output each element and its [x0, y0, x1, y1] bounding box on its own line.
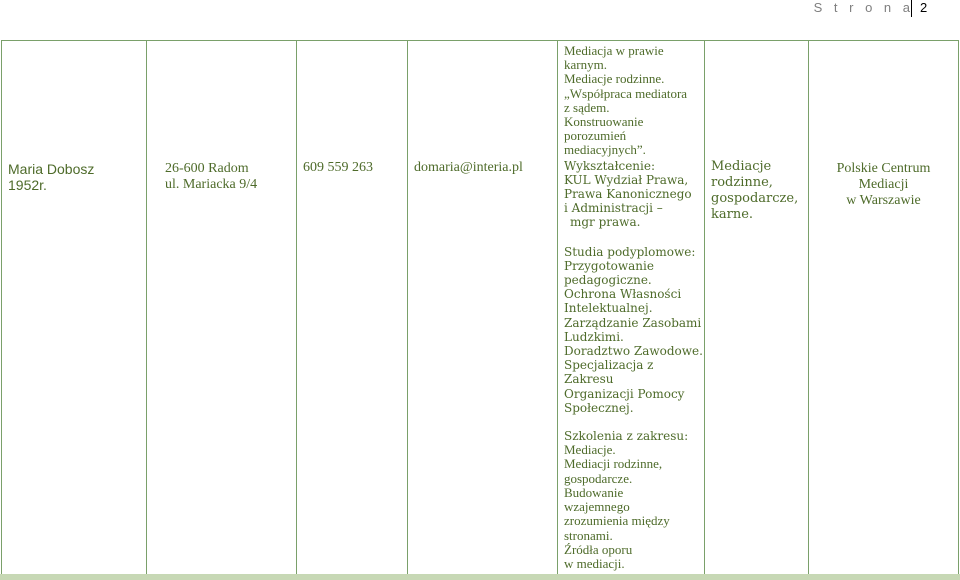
qual-line: KUL Wydział Prawa, — [564, 172, 689, 187]
bottom-border — [0, 574, 960, 580]
postgrad-heading: Studia podyplomowe: — [564, 244, 696, 259]
phone-cell — [297, 41, 408, 575]
qual-line: Intelektualnej. — [564, 301, 653, 316]
education-heading: Wykształcenie: — [564, 158, 656, 173]
page-header — [813, 0, 928, 18]
org-line: w Warszawie — [846, 193, 921, 208]
name-cell — [2, 41, 147, 575]
phone-number: 609 559 263 — [303, 160, 373, 175]
qual-line: Prawa Kanonicznego — [564, 187, 692, 202]
page-label: S t r o n a — [813, 0, 914, 15]
qual-line: Mediacje rodzinne. — [564, 71, 665, 87]
org-line: Polskie Centrum — [836, 161, 931, 176]
qual-line: Ludzkimi. — [564, 329, 624, 344]
qual-line: pedagogiczne. — [564, 273, 652, 288]
qual-line: wzajemnego — [564, 499, 630, 515]
qual-line: porozumień — [564, 128, 627, 144]
qual-line: Ochrona Własności — [564, 287, 682, 302]
spec-line: gospodarcze, — [711, 191, 799, 206]
qual-line: Mediacje. — [564, 442, 616, 458]
qual-line: Budowanie — [564, 484, 624, 500]
qual-line: i Administracji – — [564, 201, 663, 216]
address-street: ul. Mariacka 9/4 — [165, 177, 258, 192]
qual-line: karnym. — [564, 57, 607, 73]
organization-cell — [809, 41, 959, 575]
birth-year: 1952r. — [8, 177, 47, 193]
qual-line: „Współpraca mediatora — [564, 85, 688, 101]
qual-line: z sądem. — [564, 99, 610, 115]
trainings-heading: Szkolenia z zakresu: — [564, 429, 689, 444]
qual-line: Społecznej. — [564, 400, 634, 415]
org-line: Mediacji — [858, 177, 909, 192]
qual-line: Zarządzanie Zasobami — [564, 315, 702, 330]
qual-line: gospodarcze. — [564, 470, 633, 486]
mediator-name: Maria Dobosz — [8, 161, 95, 177]
qual-line: Konstruowanie — [564, 114, 644, 130]
qual-line: stronami. — [564, 527, 613, 543]
qual-line: w mediacji. — [564, 555, 625, 571]
qual-line: zrozumienia między — [564, 513, 670, 529]
address-cell — [147, 41, 297, 575]
qual-line: Źródła oporu — [564, 541, 633, 557]
qual-line: Mediacji rodzinne, — [564, 456, 663, 472]
email-cell — [408, 41, 558, 575]
qualifications-cell — [558, 41, 705, 575]
mediator-table — [1, 40, 959, 575]
qual-line: mediacyjnych”. — [564, 142, 646, 158]
spec-line: rodzinne, — [711, 175, 773, 190]
qual-line: Specjalizacja z Zakresu — [564, 358, 654, 387]
spec-line: Mediacje — [711, 159, 772, 174]
table-row — [2, 41, 959, 575]
spec-line: karne. — [711, 207, 754, 222]
page-number: 2 — [911, 0, 960, 17]
qual-line: Doradztwo Zawodowe. — [564, 344, 703, 359]
qual-line: mgr prawa. — [570, 215, 641, 230]
address-city: 26-600 Radom — [165, 161, 249, 176]
qual-line: Organizacji Pomocy — [564, 386, 685, 401]
qual-line: Mediacja w prawie — [564, 43, 664, 58]
email-address: domaria@interia.pl — [414, 160, 523, 175]
specialization-cell — [705, 41, 809, 575]
qual-line: Przygotowanie — [564, 258, 654, 273]
